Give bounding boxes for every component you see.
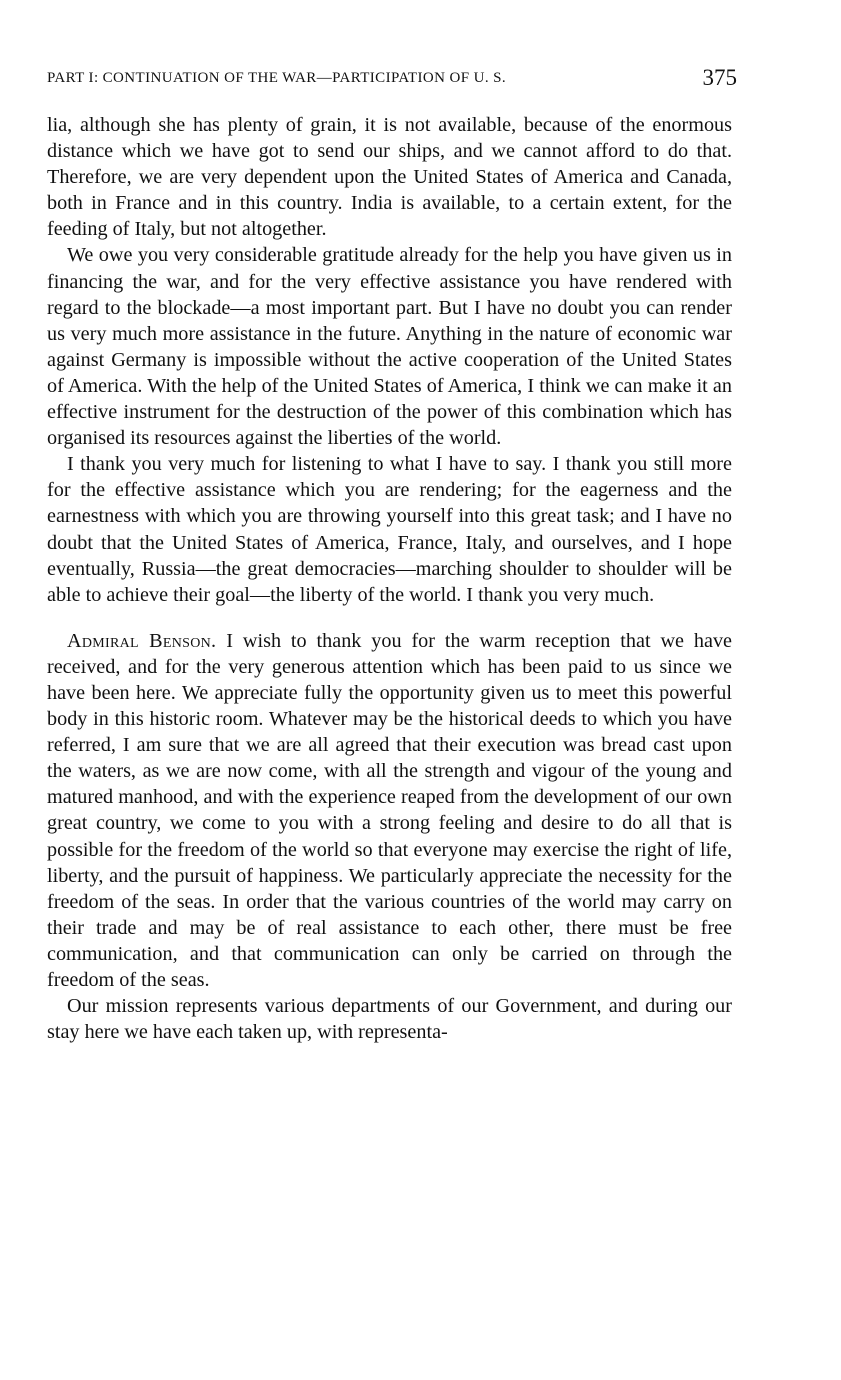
body-text: [47, 112, 732, 1045]
paragraph-continuation: lia, although she has plenty of grain, it is not available, because of the enormous distance which we have got to send our ships, and we cannot afford to do that. Therefore, we are very dependent upon the United States of America and Canada, both in France and in this country. India is available, to a certain extent, for the feeding of Italy, but not altogether.: [47, 114, 732, 241]
speech-text: I wish to thank you for the warm reception that we have received, and for the very generous attention which has been paid to us since we have been here. We appreciate fully the opportunity given us to meet this powerful body in this historic room. Whatever may be the historical deeds to which you have referred, I am sure that we are all agreed that their execution was bread cast upon the waters, as we are now come, with all the strength and vigour of the young and matured manhood, and with the experience reaped from the development of our own great country, we come to you with a strong feeling and desire to do all that is possible for the freedom of the world so that everyone may exercise the right of life, liberty, and the pursuit of happiness. We particularly appreciate the necessity for the freedom of the seas. In order that the various countries of the world may carry on their trade and may be of real assistance to each other, there must be free communication, and that communication can only be carried on through the freedom of the seas.: [47, 629, 732, 991]
running-head: [47, 64, 737, 92]
page-number: 375: [702, 65, 737, 90]
paragraph-gratitude: We owe you very considerable gratitude already for the help you have given us in financing the war, and for the very effective assistance you have rendered with regard to the blockade—a most important part. But I have no doubt you can render us very much more assistance in the future. Anything in the nature of economic war against Germany is impossible without the active cooperation of the United States of America. With the help of the United States of America, I think we can make it an effective instrument for the destruction of the power of this combination which has organised its resources against the liberties of the world.: [47, 244, 732, 450]
speech-paragraph: [47, 628, 732, 993]
speaker-name: Admiral Benson.: [67, 629, 217, 652]
paragraph-closing-thanks: I thank you very much for listening to what I have to say. I thank you still more for the effective assistance which you are rendering; for the eagerness and the earnestness with which you are throwing yourself into this great task; and I have no doubt that the United States of America, France, Italy, and ourselves, and I hope eventually, Russia—the great democracies—marching shoulder to shoulder will be able to achieve their goal—the liberty of the world. I thank you very much.: [47, 453, 732, 606]
paragraph-mission: Our mission represents various departments of our Government, and during our stay here we have each taken up, with representa-: [47, 995, 732, 1044]
running-title: PART I: CONTINUATION OF THE WAR—PARTICIPATION OF U. S.: [47, 70, 507, 86]
